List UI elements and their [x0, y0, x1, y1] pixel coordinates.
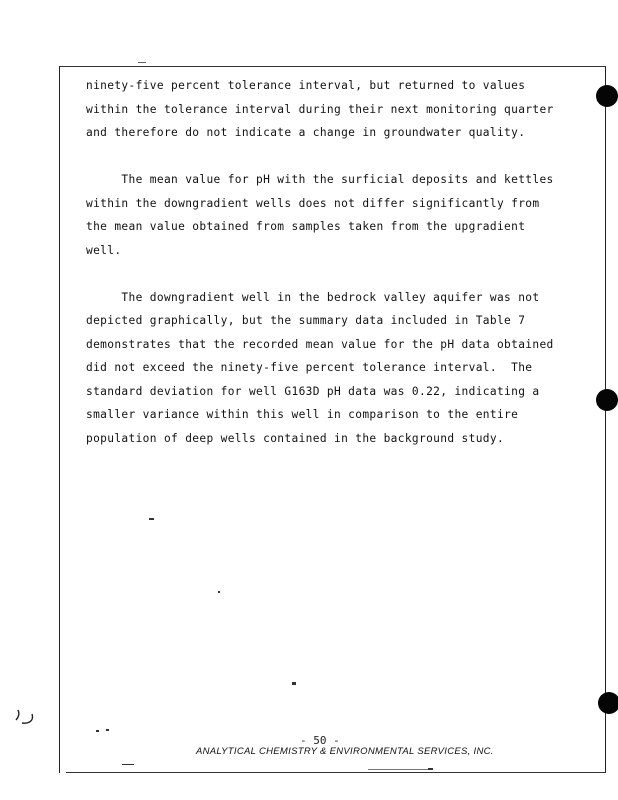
scan-speck — [292, 682, 296, 685]
punch-hole-middle — [596, 389, 618, 411]
paragraph-line: population of deep wells contained in the background study. — [86, 431, 505, 445]
paragraph-line: standard deviation for well G163D pH data was 0.22, indicating a — [86, 384, 540, 398]
paragraph-3 — [86, 286, 586, 451]
paragraph-line: did not exceed the ninety-five percent tolerance interval. The — [86, 361, 533, 374]
paragraph-line: the mean value obtained from samples taken from the upgradient — [86, 220, 526, 233]
paragraph-line: demonstrates that the recorded mean value for the pH data obtained — [86, 337, 554, 351]
document-body — [86, 74, 586, 450]
page-bottom-rule — [66, 772, 606, 773]
paragraph-2 — [86, 168, 586, 262]
paragraph-line: within the tolerance interval during their next monitoring quarter — [86, 102, 554, 116]
punch-hole-bottom — [598, 692, 618, 714]
scan-speck — [428, 768, 433, 770]
scan-speck — [106, 729, 109, 731]
footer-company: ANALYTICAL CHEMISTRY & ENVIRONMENTAL SERVICES, INC. — [196, 746, 494, 757]
punch-hole-top — [596, 85, 618, 107]
scan-mark-icon — [12, 706, 36, 728]
paragraph-line: ninety-five percent tolerance interval, but returned to values — [86, 79, 526, 92]
scan-speck — [138, 62, 146, 63]
paragraph-line: The mean value for pH with the surficial deposits and kettles — [86, 173, 554, 186]
paragraph-line: and therefore do not indicate a change in groundwater quality. — [86, 126, 526, 139]
paragraph-line: within the downgradient wells does not differ significantly from — [86, 196, 540, 210]
scan-speck — [96, 730, 99, 732]
paragraph-line: The downgradient well in the bedrock valley aquifer was not — [86, 290, 540, 304]
scan-speck — [218, 591, 220, 593]
scan-speck — [368, 769, 428, 770]
paragraph-line: well. — [86, 243, 122, 257]
paragraph-1 — [86, 74, 586, 145]
scan-speck — [149, 518, 154, 520]
page-number: - 50 - — [300, 734, 340, 747]
scan-speck — [122, 764, 134, 765]
paragraph-line: depicted graphically, but the summary data included in Table 7 — [86, 314, 526, 327]
paragraph-line: smaller variance within this well in comparison to the entire — [86, 408, 519, 421]
